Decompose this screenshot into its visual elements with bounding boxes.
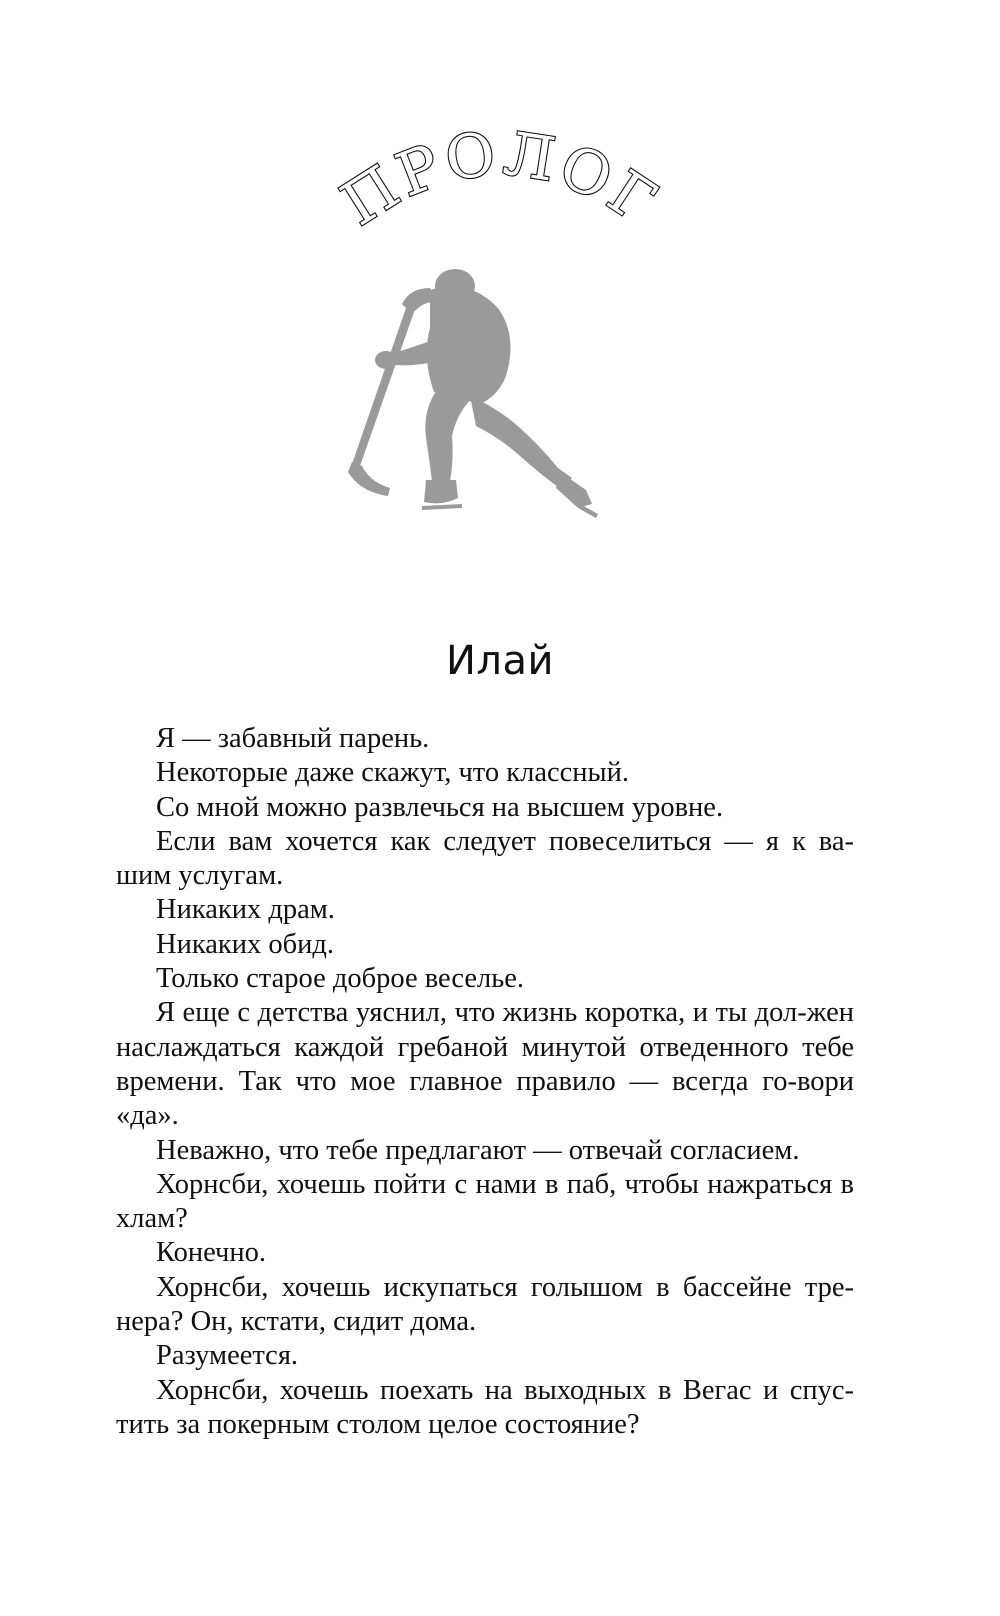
paragraph: Со мной можно развлечься на высшем уровне. (156, 791, 724, 823)
paragraph: Разумеется. (156, 1340, 299, 1372)
paragraph: Неважно, что тебе предлагают — отвечай согласием. (156, 1134, 800, 1166)
chapter-body (116, 722, 854, 1442)
chapter-heading (300, 120, 700, 260)
paragraph: Я — забавный парень. (156, 723, 430, 754)
paragraph: Некоторые даже скажут, что классный. (156, 757, 630, 789)
paragraph: Никаких драм. (156, 894, 335, 926)
paragraph: Я еще с детства уяснил, что жизнь коротка, и ты дол-жен наслаждаться каждой гребаной минутой отведенного тебе времени. Так что мое главное правило — всегда го-вори «да». (116, 997, 854, 1132)
chapter-heading-text: ПРОЛОГ (329, 120, 671, 240)
paragraph: Если вам хочется как следует повеселиться — я к ва-шим услугам. (116, 825, 854, 892)
svg-text:ПРОЛОГ (330, 120, 671, 240)
paragraph: Никаких обид. (156, 928, 334, 960)
pov-character-name: Илай (446, 638, 554, 684)
paragraph: Хорнсби, хочешь пойти с нами в паб, чтобы нажраться в хлам? (116, 1168, 854, 1235)
paragraph: Только старое доброе веселье. (156, 963, 525, 995)
hockey-player-silhouette-icon (330, 268, 630, 548)
paragraph: Хорнсби, хочешь поехать на выходных в Вегас и спус-тить за покерным столом целое состояние? (116, 1374, 854, 1440)
paragraph: Хорнсби, хочешь искупаться голышом в бассейне тре-нера? Он, кстати, сидит дома. (116, 1271, 854, 1338)
paragraph: Конечно. (156, 1237, 266, 1269)
